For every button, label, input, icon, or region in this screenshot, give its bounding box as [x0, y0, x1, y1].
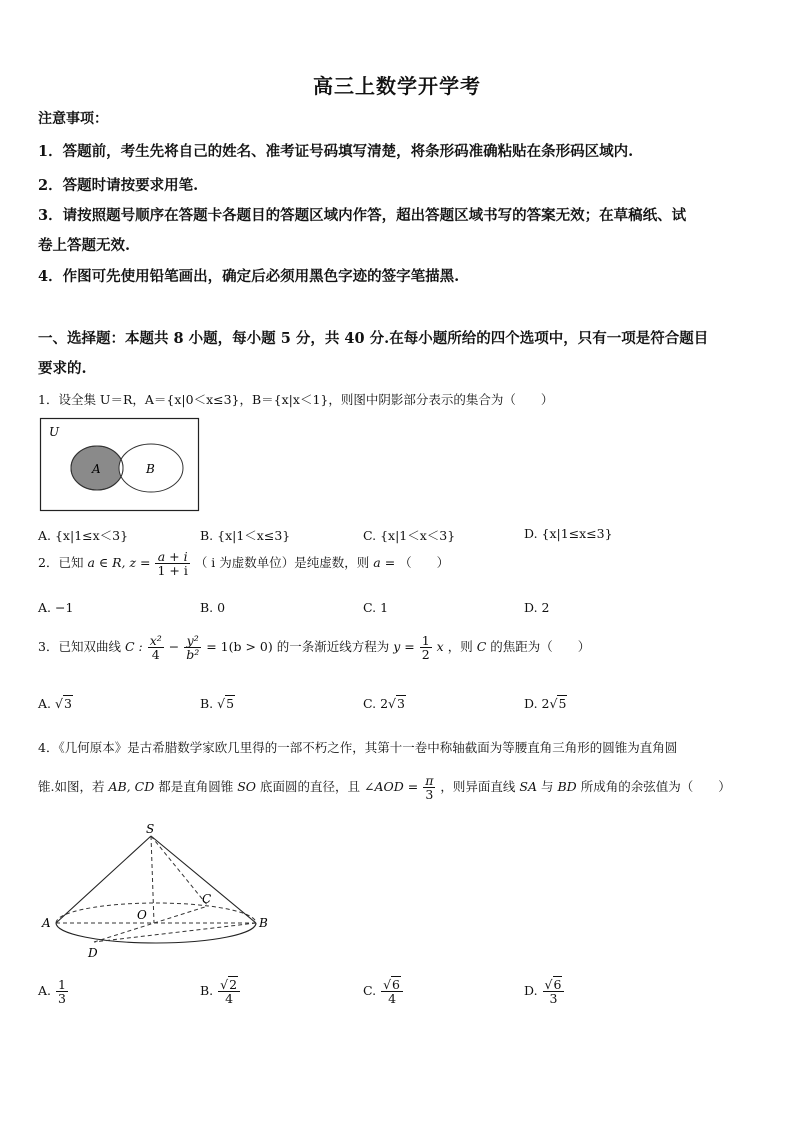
- cone-figure: [36, 820, 266, 965]
- q2-option-b: B. 0: [200, 600, 226, 615]
- q4-diameters: AB, CD: [108, 779, 155, 795]
- q1-stem: 1．设全集 U＝R，A＝{x|0＜x≤3}，B＝{x|x＜1}，则图中阴影部分表示的集合为（ ）: [38, 392, 554, 407]
- q4-option-b-label: B.: [200, 983, 214, 999]
- q4-option-b-den: 4: [225, 991, 234, 1007]
- q4-l2i: 与: [540, 779, 554, 795]
- q3-frac-x: [148, 634, 164, 661]
- notice-heading: 注意事项：: [38, 111, 108, 127]
- q4-l2g: ，则异面直线: [440, 779, 516, 795]
- q4-option-c-den: 4: [388, 991, 397, 1007]
- q4-option-b: [200, 978, 241, 1005]
- section-heading-line1: 一、选择题：本题共 8 小题，每小题 5 分，共 40 分.在每小题所给的四个选项中，只有一项是符合题目: [38, 330, 709, 347]
- q4-option-b-num: √2: [218, 978, 240, 992]
- q3-option-c-coef: 2: [380, 696, 389, 711]
- q3-frac-x-den: 4: [151, 647, 160, 663]
- point-s: S: [146, 822, 155, 836]
- q2-prefix: 2．已知: [38, 555, 84, 571]
- venn-label-b: B: [146, 462, 155, 476]
- segment-bd: [94, 923, 256, 942]
- q4-l2e: 底面圆的直径，且: [260, 779, 361, 795]
- q2-frac-denominator: 1 + i: [157, 563, 188, 579]
- venn-diagram: [40, 418, 200, 512]
- q2-condition: a ∈ R, z =: [87, 555, 151, 571]
- q3-option-b: B. √5: [200, 696, 235, 711]
- q1-option-b: B. {x|1＜x≤3}: [200, 528, 291, 543]
- q4-option-d-num-val: 6: [553, 977, 562, 992]
- q3-tail: ，则: [447, 639, 473, 655]
- q1-option-c: C. {x|1＜x＜3}: [363, 528, 456, 543]
- q4-option-d-num: √6: [543, 978, 565, 992]
- q2-fraction: [155, 550, 189, 577]
- q4-option-a-den: 3: [58, 991, 66, 1007]
- q3-tail2: 的焦距为（ ）: [490, 639, 591, 655]
- q3-frac-y: [184, 634, 201, 661]
- notice-item-3-cont: 卷上答题无效.: [38, 237, 131, 254]
- q4-option-a-num-val: 1: [58, 977, 66, 992]
- q3-option-a-rad: 3: [63, 696, 72, 711]
- q4-line-bd: BD: [557, 779, 577, 795]
- page-title: 高三上数学开学考: [313, 74, 481, 98]
- q3-eq: = 1(b > 0): [206, 639, 273, 655]
- q2-paren: （ ）: [399, 555, 450, 571]
- q2-suffix: （ i 为虚数单位）是纯虚数，则: [194, 555, 370, 571]
- q4-option-c-num-val: 6: [392, 977, 400, 992]
- point-o: O: [137, 908, 147, 922]
- q3-option-d: D. 2√5: [524, 696, 567, 711]
- q4-option-a-num: [56, 978, 68, 992]
- q3-frac-x-num: x²: [149, 633, 162, 648]
- notice-item-3: 3．请按照题号顺序在答题卡各题目的答题区域内作答，超出答题区域书写的答案无效；在草稿纸、试: [38, 207, 687, 224]
- venn-label-a: A: [92, 462, 101, 476]
- q4-l2a: 锥.如图，若: [38, 779, 105, 795]
- q4-option-c-label: C.: [363, 983, 377, 999]
- q3-option-d-rad: 5: [558, 696, 567, 711]
- q4-option-d-frac: [543, 978, 565, 1005]
- q3-minus: −: [168, 639, 180, 655]
- q4-option-c-frac: [381, 978, 403, 1005]
- q3-option-a-label: A.: [38, 696, 52, 711]
- q3-option-a: A. √3: [38, 696, 72, 711]
- q3-frac-y-num: y²: [184, 634, 201, 648]
- point-b: B: [259, 916, 268, 930]
- q3-stem: [38, 634, 590, 661]
- q3-option-b-rad: 5: [226, 696, 235, 711]
- q4-option-d-label: D.: [524, 983, 538, 999]
- q4-angle: ∠AOD =: [364, 779, 419, 795]
- q4-option-a-label: A.: [38, 983, 52, 999]
- q1-option-d: D. {x|1≤x≤3}: [524, 526, 613, 541]
- q3-option-d-label: D.: [524, 696, 538, 711]
- q3-mid: 的一条渐近线方程为: [276, 639, 390, 655]
- cone-edge-sb: [151, 836, 256, 923]
- q3-tail-c: C: [476, 639, 487, 655]
- q3-option-b-label: B.: [200, 696, 214, 711]
- q4-l2k: 所成角的余弦值为（ ）: [580, 779, 731, 795]
- point-d: D: [88, 946, 98, 960]
- q4-frac-pi3: [423, 774, 435, 801]
- q2-ask: a =: [373, 555, 396, 571]
- diameter-cd: [94, 906, 208, 942]
- q3-option-c-label: C.: [363, 696, 377, 711]
- q3-curve: C :: [124, 639, 143, 655]
- point-c: C: [202, 892, 212, 906]
- q4-line-sa: SA: [519, 779, 537, 795]
- q4-frac-pi: π: [425, 773, 434, 788]
- q3-option-c: C. 2√3: [363, 696, 405, 711]
- section-heading-line2: 要求的.: [38, 360, 87, 377]
- q2-option-a: A. −1: [38, 600, 74, 615]
- q4-line2: [38, 774, 731, 801]
- notice-item-2: 2．答题时请按要求用笔.: [38, 177, 199, 194]
- q4-option-a-frac: [56, 978, 68, 1005]
- q3-frac-half-num: 1: [421, 633, 430, 648]
- q4-option-a: [38, 978, 69, 1005]
- q4-frac-three: 3: [425, 787, 434, 803]
- q4-option-d-den: 3: [549, 991, 558, 1007]
- q4-option-d: [524, 978, 565, 1005]
- q4-option-b-frac: [218, 978, 240, 1005]
- q3-frac-half-den: 2: [421, 647, 430, 663]
- q3-option-c-rad: 3: [397, 696, 405, 711]
- q2-option-d: D. 2: [524, 600, 550, 615]
- cone-axis-so: [151, 836, 154, 923]
- q4-option-b-num-val: 2: [229, 977, 238, 992]
- q3-frac-y-den: b²: [186, 647, 200, 663]
- q2-option-c: C. 1: [363, 600, 389, 615]
- q3-option-d-coef: 2: [541, 696, 550, 711]
- venn-label-u: U: [49, 425, 60, 439]
- q3-asym-x: x: [436, 639, 444, 655]
- q4-option-c: [363, 978, 404, 1005]
- notice-item-4: 4．作图可先使用铅笔画出，确定后必须用黑色字迹的签字笔描黑.: [38, 268, 460, 285]
- notice-item-1: 1．答题前，考生先将自己的姓名、准考证号码填写清楚，将条形码准确粘贴在条形码区域内.: [38, 143, 634, 160]
- q4-cone-axis: SO: [237, 779, 257, 795]
- segment-sc: [151, 836, 208, 906]
- q4-l2c: 都是直角圆锥: [158, 779, 234, 795]
- q3-frac-half: [420, 634, 432, 661]
- q3-asym-lhs: y =: [393, 639, 415, 655]
- q2-frac-numerator: a + i: [155, 550, 189, 564]
- cone-base-front: [56, 923, 256, 943]
- q4-line1: 4．《几何原本》是古希腊数学家欧几里得的一部不朽之作，其第十一卷中称轴截面为等腰直角三角形的圆锥为直角圆: [38, 740, 678, 755]
- q4-option-c-num: √6: [381, 978, 403, 992]
- q3-prefix: 3．已知双曲线: [38, 639, 121, 655]
- point-a: A: [42, 916, 51, 930]
- q2-stem: [38, 550, 449, 577]
- q1-option-a: A. {x|1≤x＜3}: [38, 528, 129, 543]
- cone-base-back: [56, 903, 256, 923]
